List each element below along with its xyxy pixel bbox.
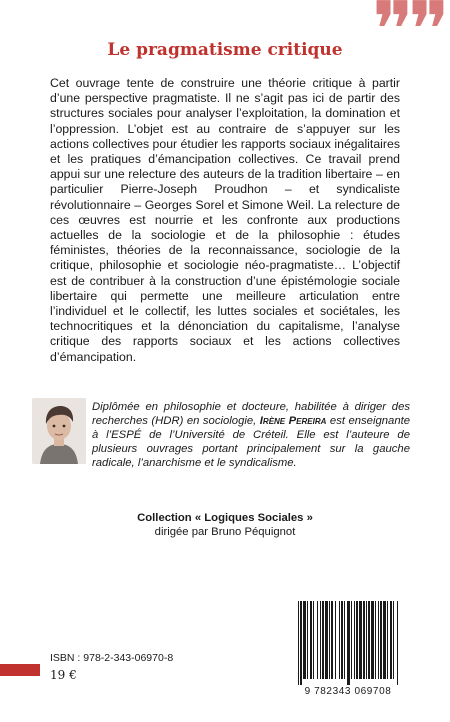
author-bio-part2: est enseignante à l’ESPÉ de l’Université de Créteil. Elle est l’auteure de plusieurs ouvrages portant principalement sur la gauche radicale, l’anarchisme et le syndicalisme. bbox=[92, 415, 411, 469]
collection-director: dirigée par Bruno Péquignot bbox=[154, 526, 296, 538]
barcode-number: 9 782343 069708 bbox=[304, 686, 392, 697]
author-bio bbox=[92, 400, 410, 470]
barcode-icon bbox=[296, 601, 400, 685]
collection-label: Collection « Logiques Sociales » bbox=[137, 512, 313, 524]
price: 19 € bbox=[50, 668, 77, 682]
book-title: Le pragmatisme critique bbox=[107, 40, 343, 60]
isbn: ISBN : 978-2-343-06970-8 bbox=[50, 652, 174, 664]
author-bio-part1: Diplômée en philosophie et docteure, habilitée à diriger des recherches (HDR) en sociologie, bbox=[92, 401, 410, 427]
author-name: Irène Pereira bbox=[259, 415, 327, 427]
quote-mark-icon: ❞❞ bbox=[372, 0, 444, 76]
book-summary: Cet ouvrage tente de construire une théorie critique à partir d’une perspective pragmatiste. Il ne s’agit pas ici de partir des structures sociales pour analyser l’exploitation, la domination et l’oppression. L’objet est au contraire de s’appuyer sur les actions collectives pour étudier les rapports sociaux inégalitaires et les pratiques d’émancipation collectives. Ce travail prend appui sur une relecture des auteurs de la tradition libertaire – en particulier Pierre-Joseph Proudhon – et syndicaliste révolutionnaire – Georges Sorel et Simone Weil. La relecture de ces œuvres est nourrie et les confronte aux productions actuelles de la sociologie et de la philosophie : études féministes, théories de la reconnaissance, sociologie de la critique, philosophie et sociologie néo-pragmatiste… L’objectif est de contribuer à la construction d’une épistémologie sociale libertaire qui permette une meilleure articulation entre l’individuel et le collectif, les luttes sociales et sociétales, les technocritiques et la dénonciation du capitalisme, l’analyse critique des rapports sociaux et les actions collectives d’émancipation. bbox=[50, 76, 400, 364]
author-photo bbox=[32, 398, 86, 464]
accent-bar bbox=[0, 664, 40, 676]
